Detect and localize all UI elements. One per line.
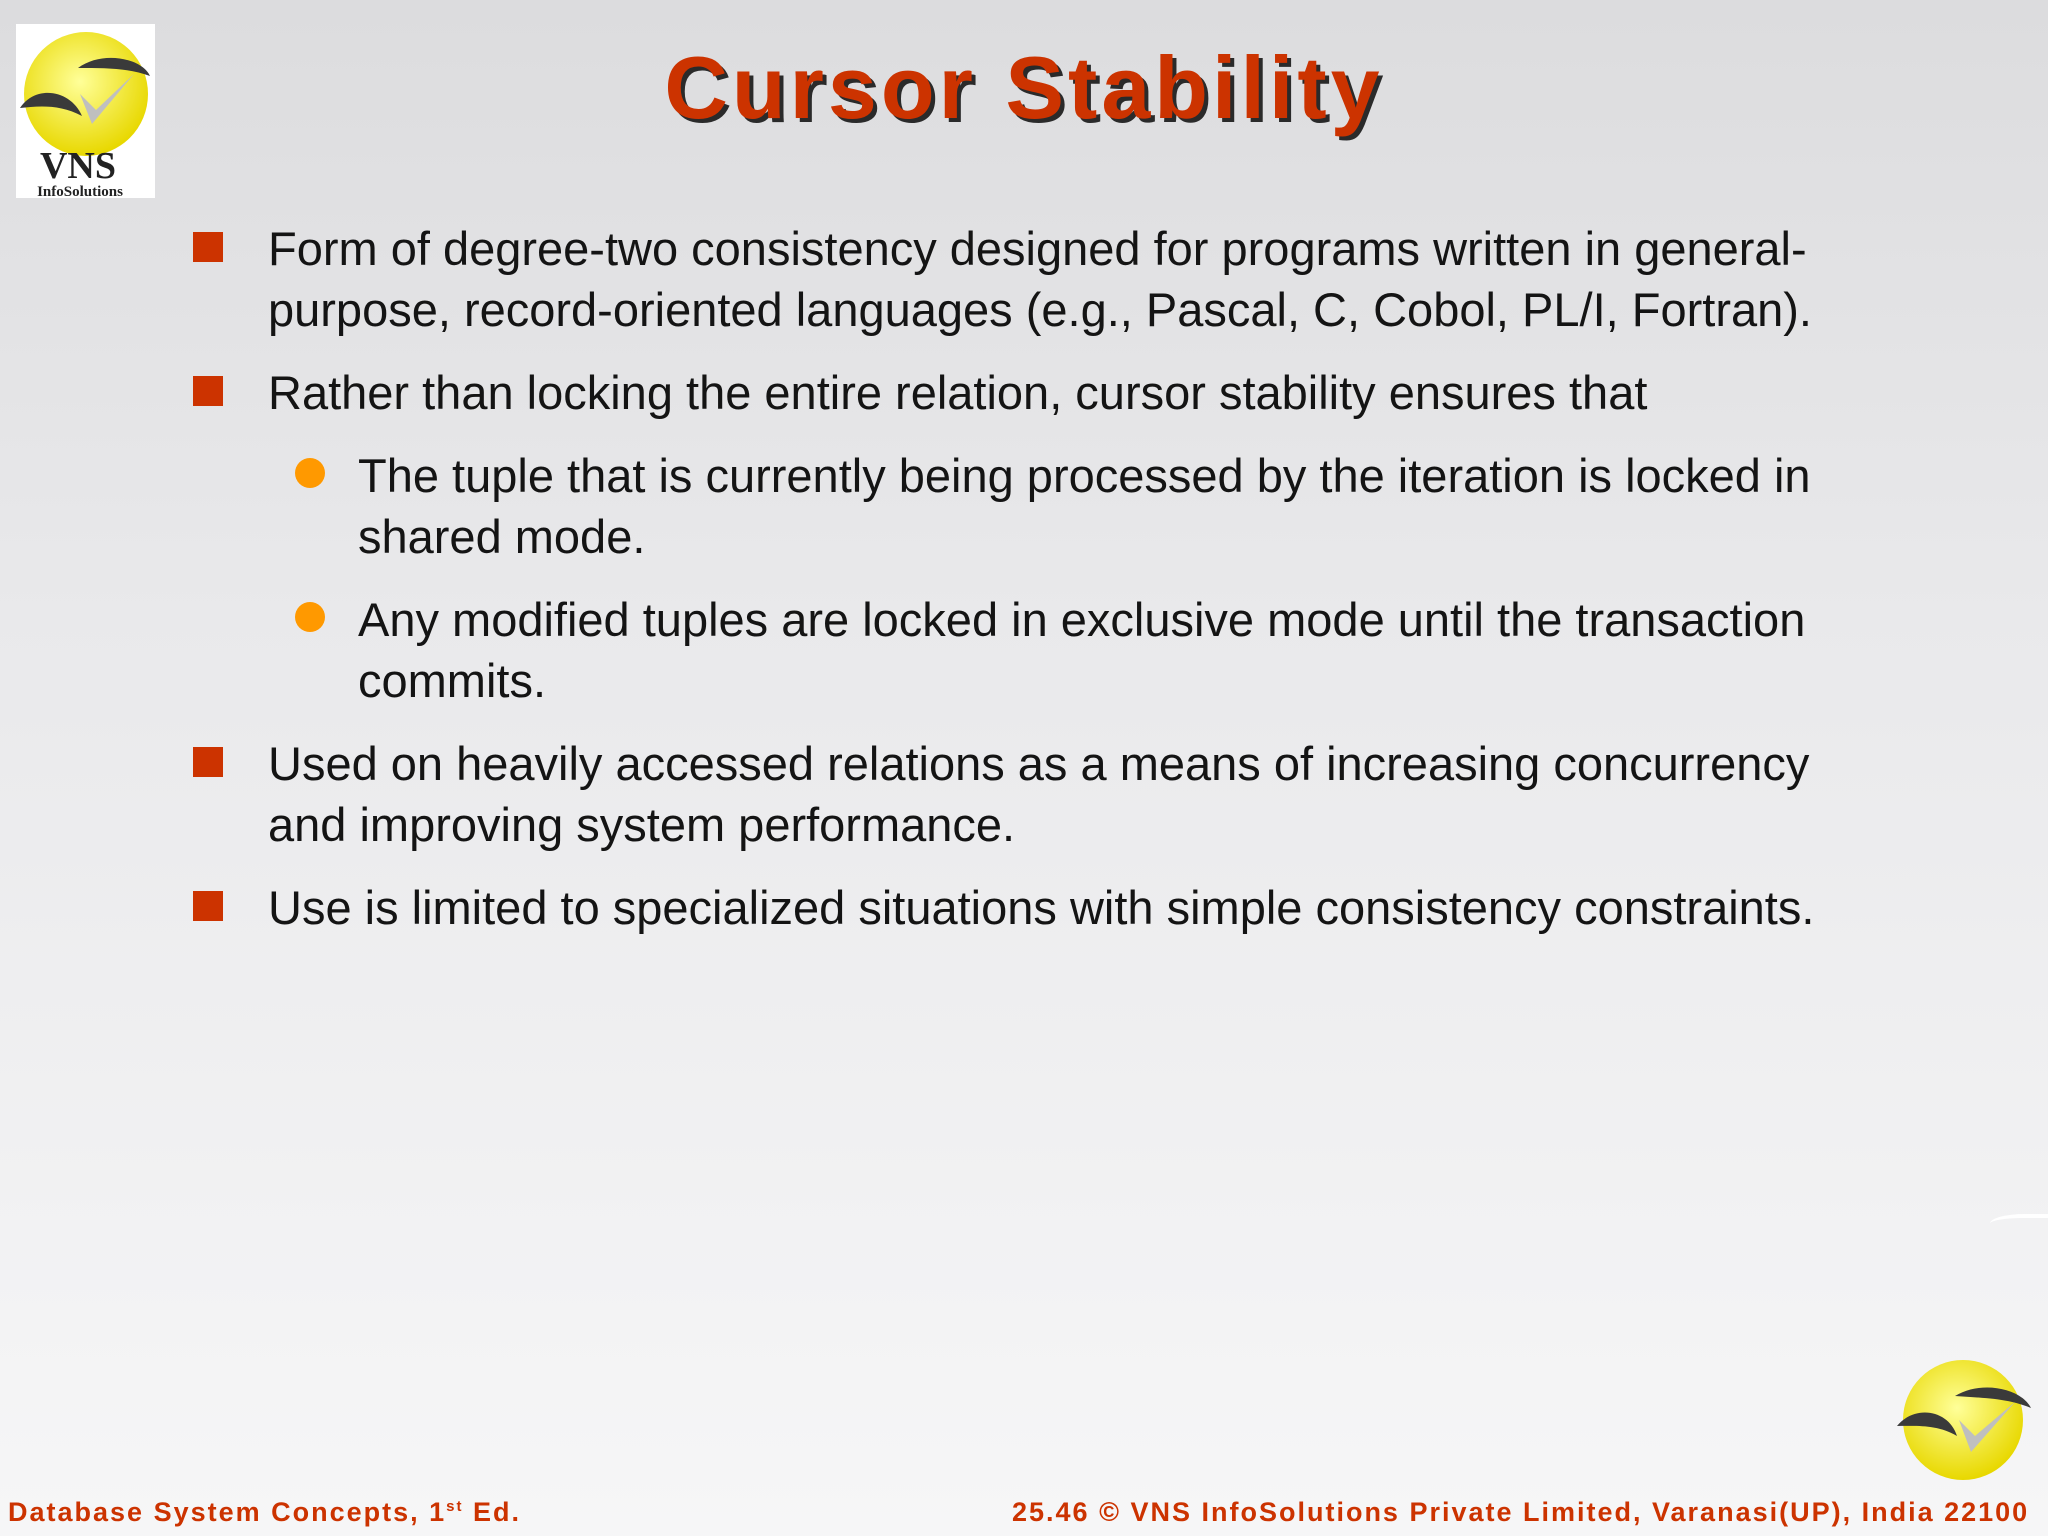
bullet-text: Rather than locking the entire relation, cursor stability ensures that xyxy=(268,366,1648,419)
footer-book-title: Database System Concepts, 1st Ed. xyxy=(8,1497,522,1527)
svg-text:VNS: VNS xyxy=(39,145,117,187)
svg-text:InfoSolutions: InfoSolutions xyxy=(37,184,123,198)
bullet-text: Used on heavily accessed relations as a means of increasing concurrency and improving system performance. xyxy=(268,737,1810,851)
bullet-text: Form of degree-two consistency designed for programs written in general-purpose, record-oriented languages (e.g., Pascal, C, Cobol, PL/I, Fortran). xyxy=(268,222,1812,336)
circle-bullet-icon xyxy=(295,602,325,632)
square-bullet-icon xyxy=(193,376,223,406)
vns-logo-small-icon xyxy=(1893,1356,2035,1484)
bullet-list xyxy=(190,218,1830,960)
bullet-item xyxy=(190,877,1830,938)
sub-bullet-item xyxy=(190,445,1830,567)
square-bullet-icon xyxy=(193,232,223,262)
sub-bullet-text: Any modified tuples are locked in exclusive mode until the transaction commits. xyxy=(358,593,1806,707)
sub-bullet-item xyxy=(190,589,1830,711)
decorative-swoosh xyxy=(1990,1214,2048,1230)
bullet-text: Use is limited to specialized situations with simple consistency constraints. xyxy=(268,881,1815,934)
bullet-item xyxy=(190,733,1830,855)
square-bullet-icon xyxy=(193,891,223,921)
page-title: Cursor Stability xyxy=(664,38,1384,137)
vns-logo-small xyxy=(1893,1356,2035,1484)
sub-bullet-text: The tuple that is currently being processed by the iteration is locked in shared mode. xyxy=(358,449,1811,563)
bullet-item xyxy=(190,362,1830,423)
square-bullet-icon xyxy=(193,747,223,777)
circle-bullet-icon xyxy=(295,458,325,488)
footer-copyright: 25.46 © VNS InfoSolutions Private Limited, Varanasi(UP), India 22100 xyxy=(1012,1497,2030,1527)
bullet-item xyxy=(190,218,1830,340)
